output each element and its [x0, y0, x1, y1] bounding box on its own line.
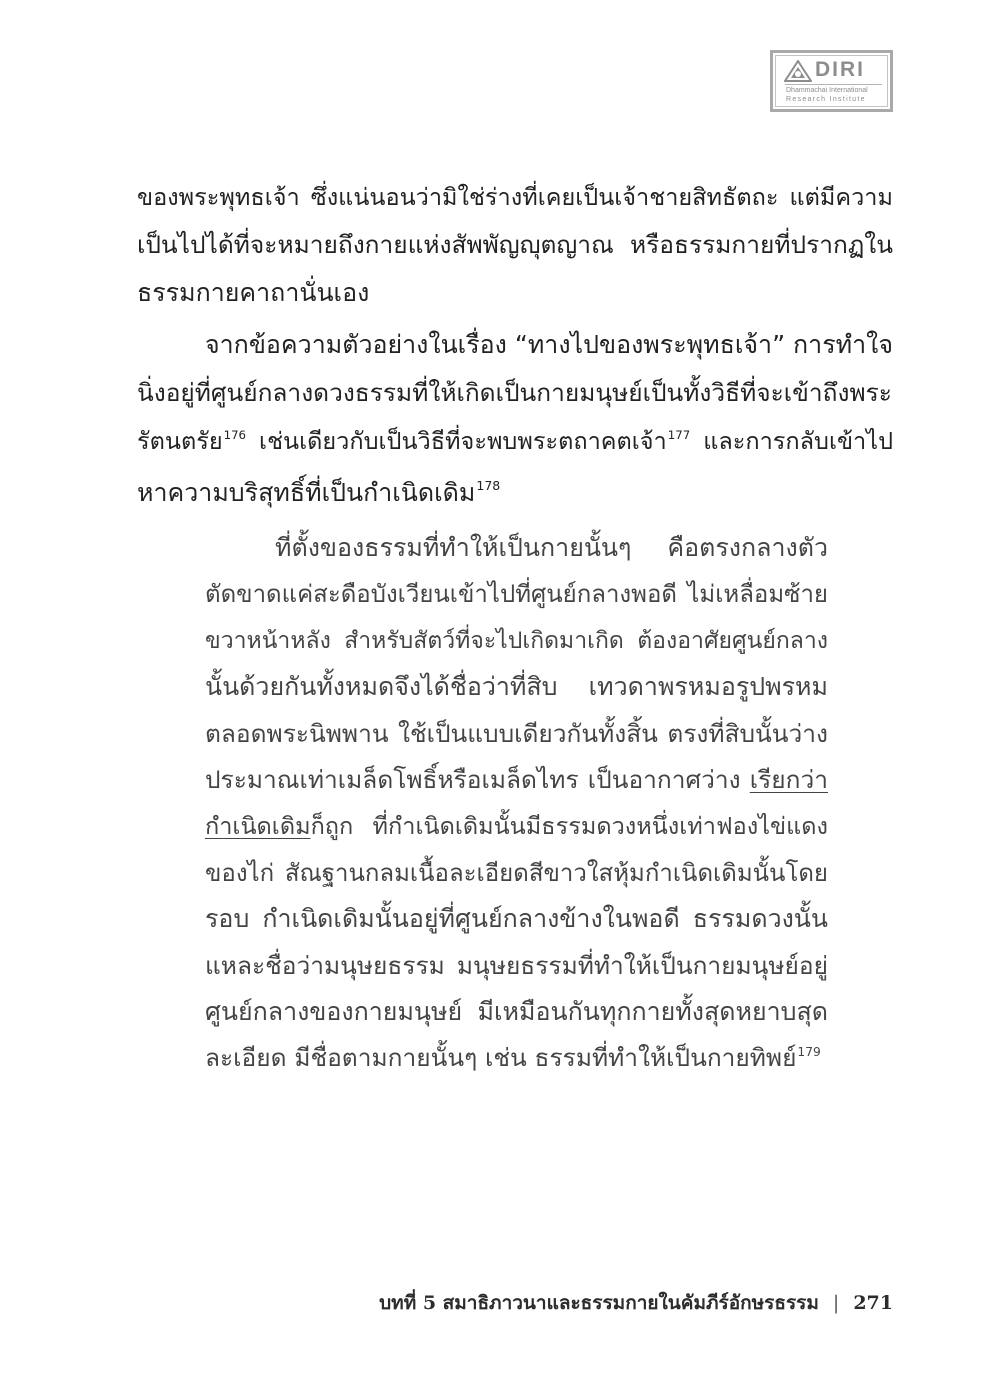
underlined-term: เรียกว่า	[749, 765, 828, 795]
page-number: 271	[853, 1292, 893, 1314]
footnote-marker: 179	[797, 1045, 821, 1060]
quote-line: แหละชื่อว่ามนุษยธรรม มนุษยธรรมที่ทำให้เป็นกายมนุษย์อยู่	[205, 950, 828, 980]
quote-line: รอบ กำเนิดเดิมนั้นอยู่ที่ศูนย์กลางข้างในพอดี ธรรมดวงนั้น	[205, 904, 828, 934]
quote-line: นั้นด้วยกันทั้งหมดจึงได้ชื่อว่าที่สิบ เทวดาพรหมอรูปพรหม	[205, 672, 828, 702]
quote-line: ที่ตั้งของธรรมที่ทำให้เป็นกายนั้นๆ คือตรงกลางตัว	[275, 533, 828, 562]
chapter-title: บทที่ 5 สมาธิภาวนาและธรรมกายในคัมภีร์อักษรธรรม	[379, 1292, 819, 1314]
footer-separator: |	[832, 1292, 840, 1314]
footnote-marker: 176	[223, 428, 247, 443]
footnote-marker: 177	[667, 428, 691, 443]
body-text-line	[137, 417, 893, 469]
underlined-term: กำเนิดเดิม	[205, 812, 311, 841]
quote-line	[205, 757, 828, 803]
quote-line: ตัดขาดแค่สะดือบังเวียนเข้าไปที่ศูนย์กลางพอดี ไม่เหลื่อมซ้าย	[205, 580, 828, 609]
quote-line: ศูนย์กลางของกายมนุษย์ มีเหมือนกันทุกกายทั้งสุดหยาบสุด	[205, 997, 828, 1027]
footnote-marker: 178	[476, 478, 501, 494]
text-segment: ละเอียด มีชื่อตามกายนั้นๆ เช่น ธรรมที่ทำให้เป็นกายทิพย์	[205, 1043, 797, 1073]
body-text-line: ธรรมกายคาถานั่นเอง	[137, 278, 370, 307]
quote-line: ขวาหน้าหลัง สำหรับสัตว์ที่จะไปเกิดมาเกิด ต้องอาศัยศูนย์กลาง	[205, 627, 828, 654]
quote-line	[205, 803, 828, 849]
paragraph-2	[137, 321, 893, 521]
text-segment: รัตนตรัย	[137, 427, 223, 455]
text-segment: ก็ถูก ที่กำเนิดเดิมนั้นมีธรรมดวงหนึ่งเท่าฟองไข่แดง	[310, 812, 828, 841]
text-segment: หาความบริสุทธิ์ที่เป็นกำเนิดเดิม	[137, 478, 476, 507]
body-text-line: นิ่งอยู่ที่ศูนย์กลางดวงธรรมที่ให้เกิดเป็นกายมนุษย์เป็นทั้งวิธีที่จะเข้าถึงพระ	[137, 378, 892, 407]
block-quote	[205, 525, 828, 1086]
logo-acronym: DIRI	[815, 58, 865, 81]
body-text-line: เป็นไปได้ที่จะหมายถึงกายแห่งสัพพัญญุตญาณ หรือธรรมกายที่ปรากฏใน	[137, 230, 893, 259]
quote-line: ของไก่ สัณฐานกลมเนื้อละเอียดสีขาวใสหุ้มกำเนิดเดิมนั้นโดย	[205, 858, 828, 887]
running-footer	[379, 1288, 893, 1318]
quote-line: ตลอดพระนิพพาน ใช้เป็นแบบเดียวกันทั้งสิ้น ตรงที่สิบนั้นว่าง	[205, 718, 828, 748]
text-segment: และการกลับเข้าไป	[690, 427, 893, 455]
paragraph-1	[137, 173, 893, 317]
diri-logo	[770, 50, 893, 112]
text-segment: ประมาณเท่าเมล็ดโพธิ์หรือเมล็ดไทร เป็นอากาศว่าง	[205, 765, 750, 795]
quote-line	[205, 1035, 828, 1085]
body-text-line: จากข้อความตัวอย่างในเรื่อง “ทางไปของพระพุทธเจ้า” การทำใจ	[205, 330, 893, 359]
logo-institute-name-line1: Dhammachai International	[786, 87, 868, 94]
logo-divider	[785, 84, 882, 85]
dhammachai-triangle-icon	[784, 60, 812, 82]
logo-institute-name-line2: Research Institute	[786, 96, 866, 103]
body-text-line: ของพระพุทธเจ้า ซึ่งแน่นอนว่ามิใช่ร่างที่เคยเป็นเจ้าชายสิทธัตถะ แต่มีความ	[137, 183, 893, 211]
body-text-line	[137, 469, 893, 521]
text-segment: เช่นเดียวกับเป็นวิธีที่จะพบพระตถาคตเจ้า	[246, 427, 667, 455]
